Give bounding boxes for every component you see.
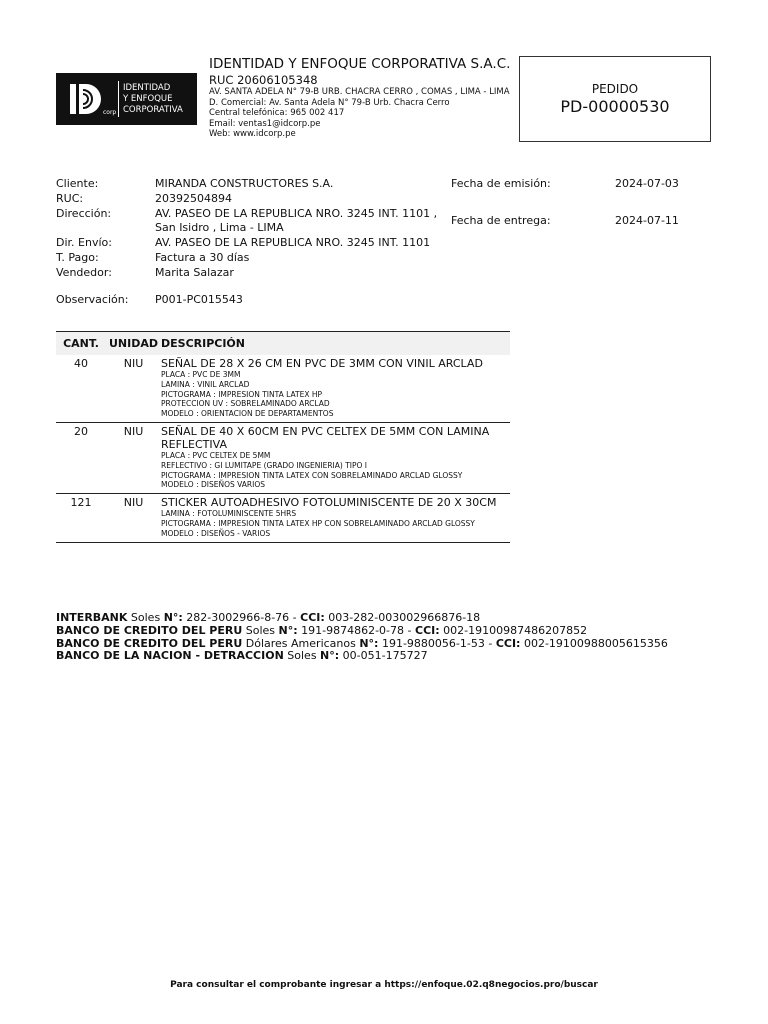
logo-line: IDENTIDAD [123, 83, 171, 93]
order-box [519, 56, 711, 142]
cci-number: 002-19100987486207852 [439, 623, 588, 637]
delivery-date-value: 2024-07-11 [615, 214, 679, 227]
item-detail: PICTOGRAMA : IMPRESION TINTA LATEX CON SOBRELAMINADO ARCLAD GLOSSY [161, 470, 463, 480]
company-commercial-address: D. Comercial: Av. Santa Adela N° 79-B Urb. Chacra Cerro [209, 97, 450, 108]
table-row [56, 422, 510, 493]
footer-note: Para consultar el comprobante ingresar a https://enfoque.02.q8negocios.pro/buscar [170, 980, 598, 990]
logo-line: Y ENFOQUE [123, 94, 173, 104]
bank-name: INTERBANK [56, 611, 128, 624]
bank-currency: Soles [127, 611, 164, 624]
items-table [56, 331, 510, 543]
bank-currency: Soles [242, 623, 279, 637]
row-unit: NIU [106, 355, 161, 422]
shipping-label: Dir. Envío: [56, 236, 112, 249]
item-detail: MODELO : DISEÑOS - VARIOS [161, 528, 271, 538]
row-description [161, 422, 510, 493]
row-description [161, 494, 510, 542]
row-unit: NIU [106, 494, 161, 542]
payment-label: T. Pago: [56, 251, 99, 264]
company-logo [56, 73, 197, 125]
client-label: Cliente: [56, 177, 99, 190]
observation-value: P001-PC015543 [155, 293, 243, 306]
bank-name: BANCO DE LA NACION - DETRACCION [56, 649, 284, 663]
cci-label: CCI: [300, 611, 325, 624]
account-number-label: N°: [163, 611, 183, 624]
item-detail: MODELO : ORIENTACION DE DEPARTAMENTOS [161, 409, 334, 419]
company-ruc: RUC 20606105348 [209, 73, 318, 87]
cci-label: CCI: [415, 623, 440, 637]
cci-number: 003-282-003002966876-18 [324, 611, 481, 624]
issue-date-label: Fecha de emisión: [451, 177, 551, 190]
table-header-row [56, 332, 510, 356]
row-description [161, 355, 510, 422]
item-detail: PICTOGRAMA : IMPRESION TINTA LATEX HP CON SOBRELAMINADO ARCLAD GLOSSY [161, 518, 475, 528]
header-description: DESCRIPCIÓN [161, 332, 510, 356]
ruc-label: RUC: [56, 192, 84, 205]
table-row [56, 355, 510, 422]
company-name: IDENTIDAD Y ENFOQUE CORPORATIVA S.A.C. [209, 56, 511, 72]
row-qty: 20 [56, 422, 106, 493]
item-detail: PLACA : PVC DE 3MM [161, 370, 241, 379]
seller-value: Marita Salazar [155, 266, 234, 279]
issue-date-value: 2024-07-03 [615, 177, 679, 190]
payment-value: Factura a 30 días [155, 251, 250, 264]
bank-accounts [56, 612, 668, 663]
table-row [56, 494, 510, 542]
logo-line: CORPORATIVA [123, 105, 183, 115]
account-number-label: N°: [278, 623, 298, 637]
item-detail: LAMINA : VINIL ARCLAD [161, 379, 250, 389]
item-description: SEÑAL DE 40 X 60CM EN PVC CELTEX DE 5MM CON LAMINA REFLECTIVA [161, 424, 490, 451]
bank-name: BANCO DE CREDITO DEL PERU [56, 623, 243, 637]
item-detail: PROTECCION UV : SOBRELAMINADO ARCLAD [161, 399, 330, 409]
address-value-line1: AV. PASEO DE LA REPUBLICA NRO. 3245 INT. 1101 , [155, 207, 438, 220]
company-phone: Central telefónica: 965 002 417 [209, 108, 345, 118]
item-detail: PLACA : PVC CELTEX DE 5MM [161, 450, 271, 460]
item-description: SEÑAL DE 28 X 26 CM EN PVC DE 3MM CON VINIL ARCLAD [161, 357, 483, 370]
bank-name: BANCO DE CREDITO DEL PERU [56, 636, 243, 650]
address-value-line2: San Isidro , Lima - LIMA [155, 221, 284, 234]
account-number: 191-9880056-1-53 - [378, 636, 496, 650]
observation-label: Observación: [56, 293, 129, 306]
item-detail: MODELO : DISEÑOS VARIOS [161, 480, 266, 490]
company-info [209, 56, 519, 140]
company-address: AV. SANTA ADELA N° 79-B URB. CHACRA CERRO , COMAS , LIMA - LIMA [209, 87, 510, 97]
cci-number: 002-19100988005615356 [520, 636, 668, 650]
item-detail: PICTOGRAMA : IMPRESION TINTA LATEX HP [161, 389, 323, 399]
logo-text [123, 83, 183, 116]
account-number: 00-051-175727 [339, 649, 428, 663]
company-email: Email: ventas1@idcorp.pe [209, 118, 321, 129]
seller-label: Vendedor: [56, 266, 112, 279]
client-value: MIRANDA CONSTRUCTORES S.A. [155, 177, 334, 190]
account-number-label: N°: [359, 636, 379, 650]
cci-label: CCI: [495, 636, 521, 650]
order-label: PEDIDO [591, 82, 639, 96]
order-number: PD-00000530 [560, 97, 670, 116]
logo-divider [118, 81, 119, 117]
delivery-date-label: Fecha de entrega: [451, 214, 551, 227]
item-detail: REFLECTIVO : GI LUMITAPE (GRADO INGENIERIA) TIPO I [161, 460, 368, 470]
row-qty: 121 [56, 494, 106, 542]
row-qty: 40 [56, 355, 106, 422]
account-number: 191-9874862-0-78 - [297, 623, 415, 637]
address-label: Dirección: [56, 207, 112, 220]
bank-account-line [56, 650, 668, 663]
logo-corp-text: corp [103, 109, 117, 116]
account-number-label: N°: [320, 649, 340, 663]
ruc-value: 20392504894 [155, 192, 232, 205]
id-logo-icon [70, 82, 106, 116]
bank-currency: Soles [283, 649, 321, 663]
row-unit: NIU [106, 422, 161, 493]
header-qty: CANT. [56, 332, 106, 356]
account-number: 282-3002966-8-76 - [182, 611, 301, 624]
company-web: Web: www.idcorp.pe [209, 129, 296, 139]
bank-currency: Dólares Americanos [242, 636, 360, 650]
header-unit: UNIDAD [106, 332, 161, 356]
item-description: STICKER AUTOADHESIVO FOTOLUMINISCENTE DE 20 X 30CM [161, 496, 497, 510]
item-detail: LAMINA : FOTOLUMINISCENTE 5HRS [161, 509, 297, 519]
shipping-value: AV. PASEO DE LA REPUBLICA NRO. 3245 INT. 1101 [155, 236, 431, 249]
